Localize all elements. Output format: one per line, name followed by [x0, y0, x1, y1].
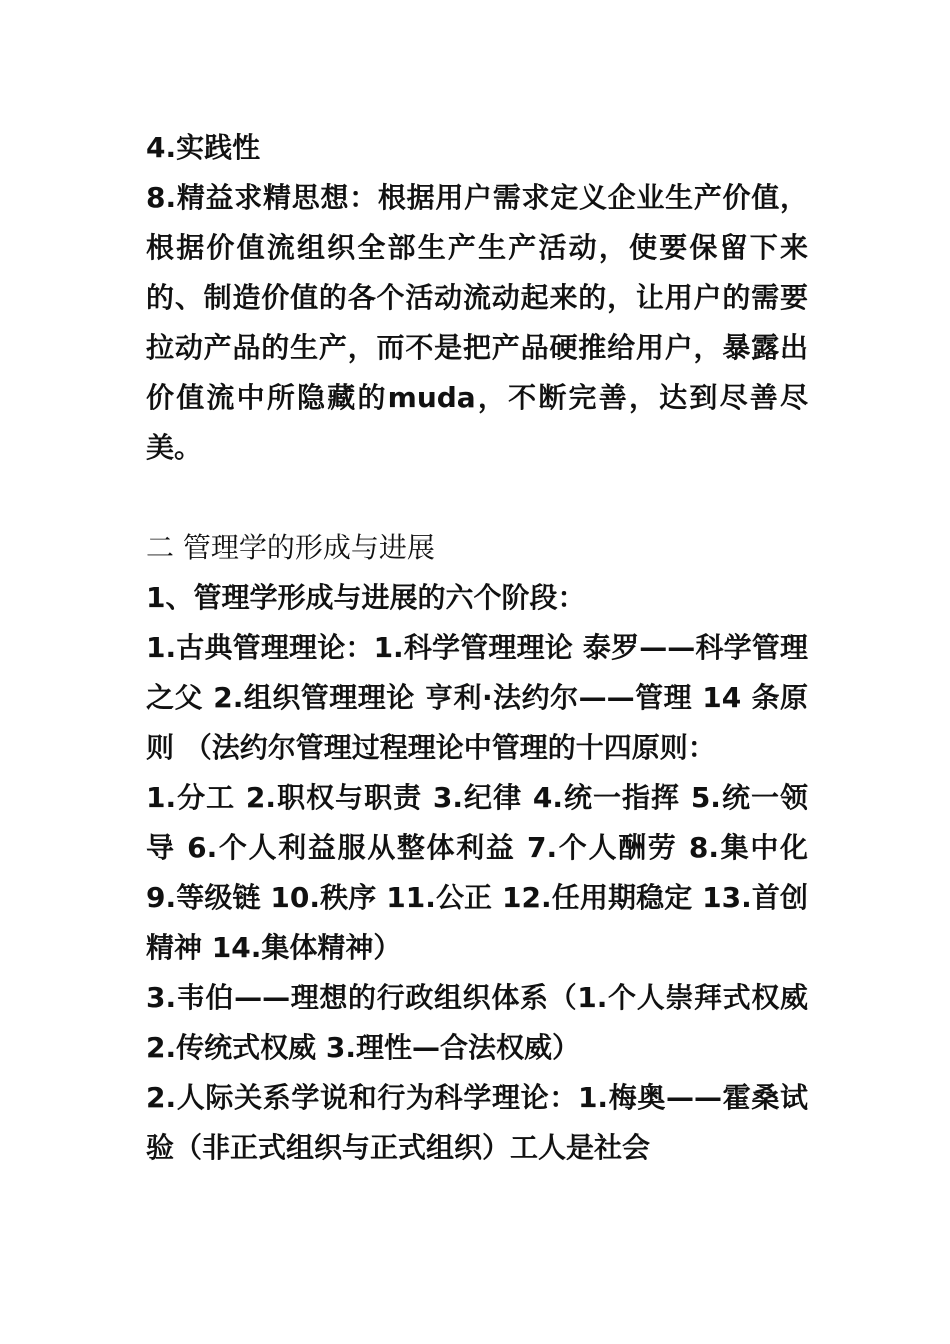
paragraph-practicality: 4.实践性: [146, 131, 261, 164]
paragraph-weber: 3.韦伯——理想的行政组织体系（1.个人崇拜式权威 2.传统式权威 3.理性—合法权威）: [146, 981, 808, 1064]
paragraph-human-relations: 2.人际关系学说和行为科学理论：1.梅奥——霍桑试验（非正式组织与正式组织）工人是社会: [146, 1081, 808, 1164]
paragraph-classical-theory: 1.古典管理理论：1.科学管理理论 泰罗——科学管理之父 2.组织管理理论 亨利·法约尔——管理 14 条原则 （法约尔管理过程理论中管理的十四原则：: [146, 631, 808, 764]
paragraph-fourteen-principles: 1.分工 2.职权与职责 3.纪律 4.统一指挥 5.统一领导 6.个人利益服从整体利益 7.个人酬劳 8.集中化 9.等级链 10.秩序 11.公正 12.任用期稳定 13.首创精神 14.集体精神）: [146, 781, 808, 964]
blank-line: [146, 473, 808, 523]
document-body: [146, 123, 808, 1173]
section-heading: 二 管理学的形成与进展: [146, 531, 435, 564]
paragraph-lean-thinking: 8.精益求精思想：根据用户需求定义企业生产价值，根据价值流组织全部生产生产活动，使要保留下来的、制造价值的各个活动流动起来的，让用户的需要拉动产品的生产，而不是把产品硬推给用户，暴露出价值流中所隐藏的muda，不断完善，达到尽善尽美。: [146, 181, 808, 464]
paragraph-six-stages: 1、管理学形成与进展的六个阶段：: [146, 581, 586, 614]
